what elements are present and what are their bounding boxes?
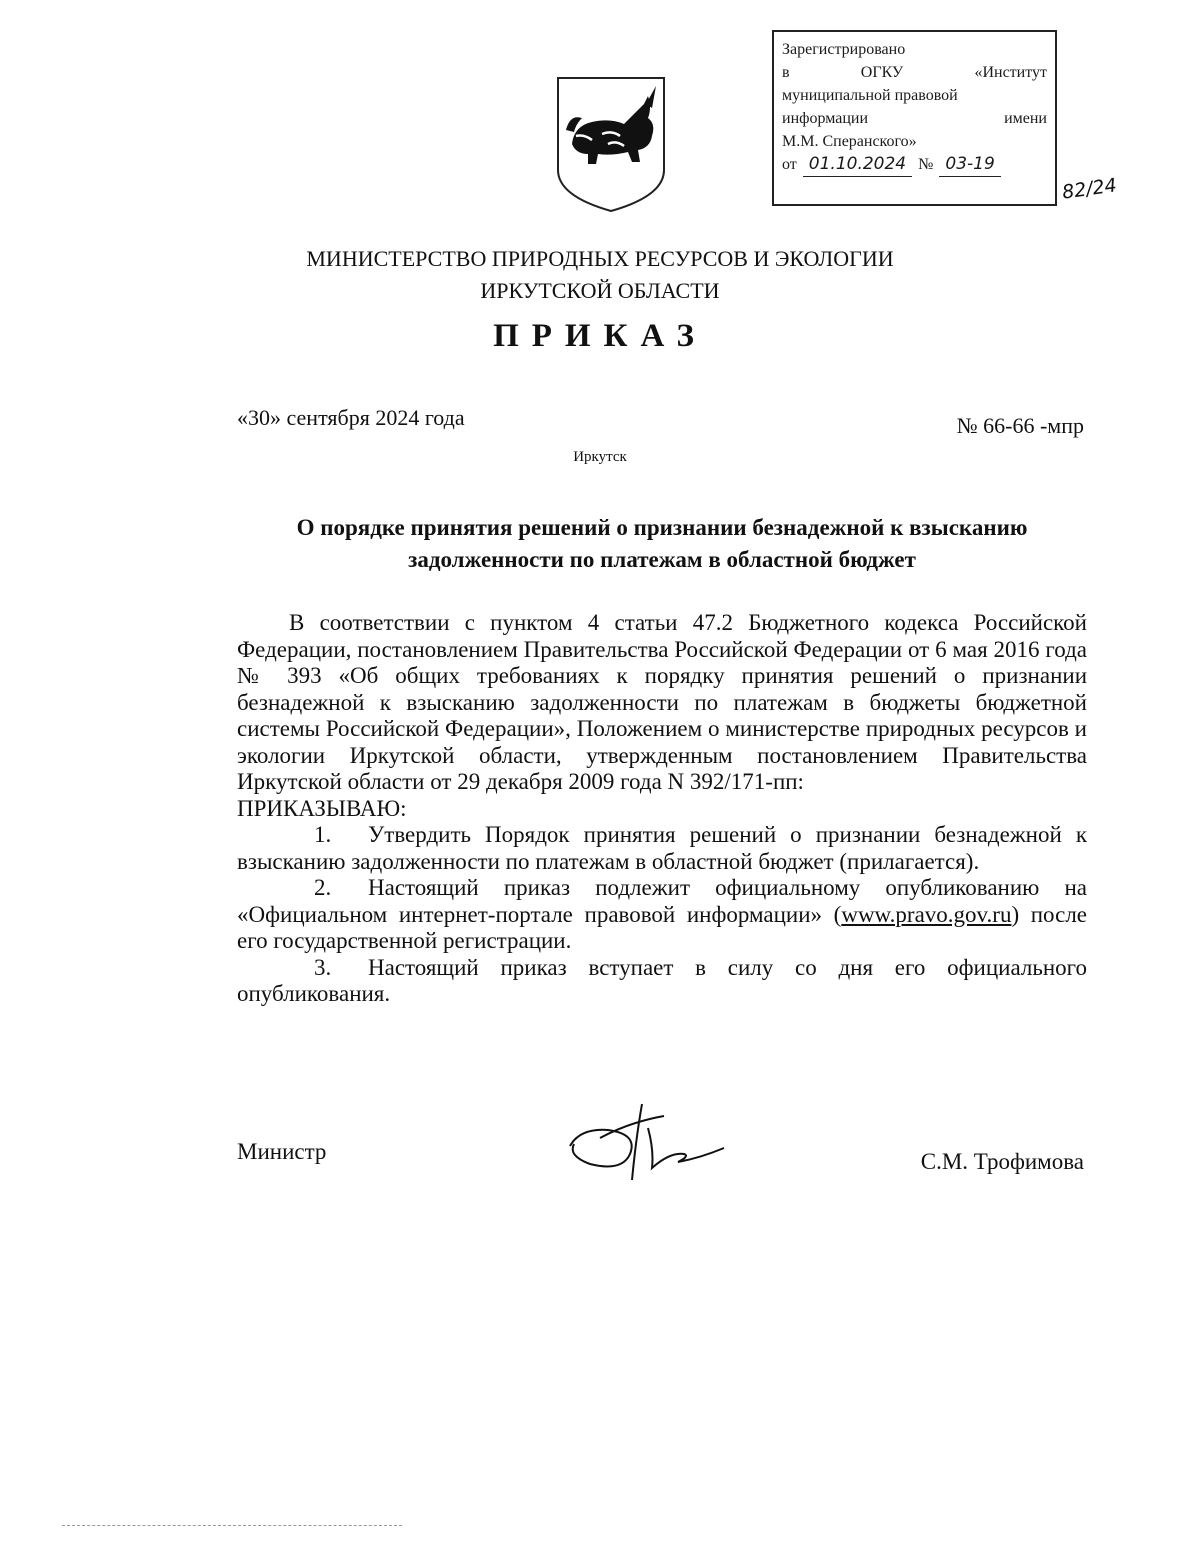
document-date: «30» сентября 2024 года: [237, 405, 465, 430]
stamp-no-label: №: [918, 156, 934, 173]
order-item-3: [237, 955, 1087, 1008]
ministry-line-2: ИРКУТСКОЙ ОБЛАСТИ: [480, 278, 720, 303]
item-text-after: ) после его государственной регистрации.: [237, 901, 1088, 953]
document-title: [237, 512, 1087, 576]
item-text: Утвердить Порядок принятия решений о признании безнадежной к взысканию задолженности по платежам в областной бюджет (прилагается).: [237, 822, 1087, 874]
order-item-1: [237, 822, 1087, 875]
title-line-1: О порядке принятия решений о признании безнадежной к взысканию: [296, 515, 1028, 540]
stamp-line-1: Зарегистрировано: [782, 41, 906, 58]
item-number: 3.: [314, 954, 332, 980]
stamp-line-3: муниципальной правовой: [782, 87, 958, 104]
signer-position: Министр: [237, 1139, 327, 1164]
stamp-line-5: М.М. Сперанского»: [782, 133, 917, 150]
handwritten-signature: [560, 1098, 730, 1188]
title-line-2: задолженности по платежам в областной бюджет: [408, 547, 916, 572]
stamp-line-4b: имени: [1004, 110, 1047, 127]
item-number: 2.: [314, 875, 332, 900]
coat-of-arms-emblem: [552, 74, 670, 214]
stamp-line-2c: «Институт: [974, 64, 1047, 81]
ministry-line-1: МИНИСТЕРСТВО ПРИРОДНЫХ РЕСУРСОВ И ЭКОЛОГИИ: [306, 246, 894, 271]
stamp-from-label: от: [782, 156, 797, 173]
stamp-reg-number: 03-19: [939, 153, 1000, 177]
signer-name: С.М. Трофимова: [920, 1149, 1084, 1174]
preamble-paragraph: В соответствии с пунктом 4 статьи 47.2 Бюджетного кодекса Российской Федерации, постановлением Правительства Российской Федерации от 6 мая 2016 года № 393 «Об общих требованиях к порядку принятия решений о признании безнадежной к взысканию задолженности по платежам в бюджеты бюджетной системы Российской Федерации», Положением о министерстве природных ресурсов и экологии Иркутской области, утвержденным постановлением Правительства Иркутской области от 29 декабря 2009 года N 392/171-пп:: [237, 610, 1087, 794]
stamp-line-4a: информации: [782, 110, 869, 127]
stamp-reg-suffix: 82/24: [1060, 174, 1119, 204]
ministry-name: [200, 243, 1000, 307]
item-number: 1.: [314, 822, 332, 847]
item-text-before: Настоящий приказ подлежит официальному опубликованию на «Официальном интернет-портале правовой информации» (: [237, 875, 1087, 927]
stamp-line-2b: ОГКУ: [860, 64, 904, 81]
document-number: № 66-66 -мпр: [956, 413, 1084, 438]
document-type: ПРИКАЗ: [493, 318, 707, 354]
document-city: Иркутск: [573, 449, 627, 465]
order-word: ПРИКАЗЫВАЮ:: [237, 795, 407, 821]
document-body: [237, 610, 1087, 1008]
scan-edge-artifact: [62, 1525, 402, 1527]
pravo-link[interactable]: www.pravo.gov.ru: [841, 901, 1012, 927]
order-item-2: [237, 875, 1087, 955]
stamp-line-2a: в: [782, 64, 790, 81]
stamp-reg-date: 01.10.2024: [803, 153, 912, 177]
item-text: Настоящий приказ вступает в силу со дня его официального опубликования.: [237, 954, 1087, 1006]
registration-stamp: [772, 30, 1057, 206]
